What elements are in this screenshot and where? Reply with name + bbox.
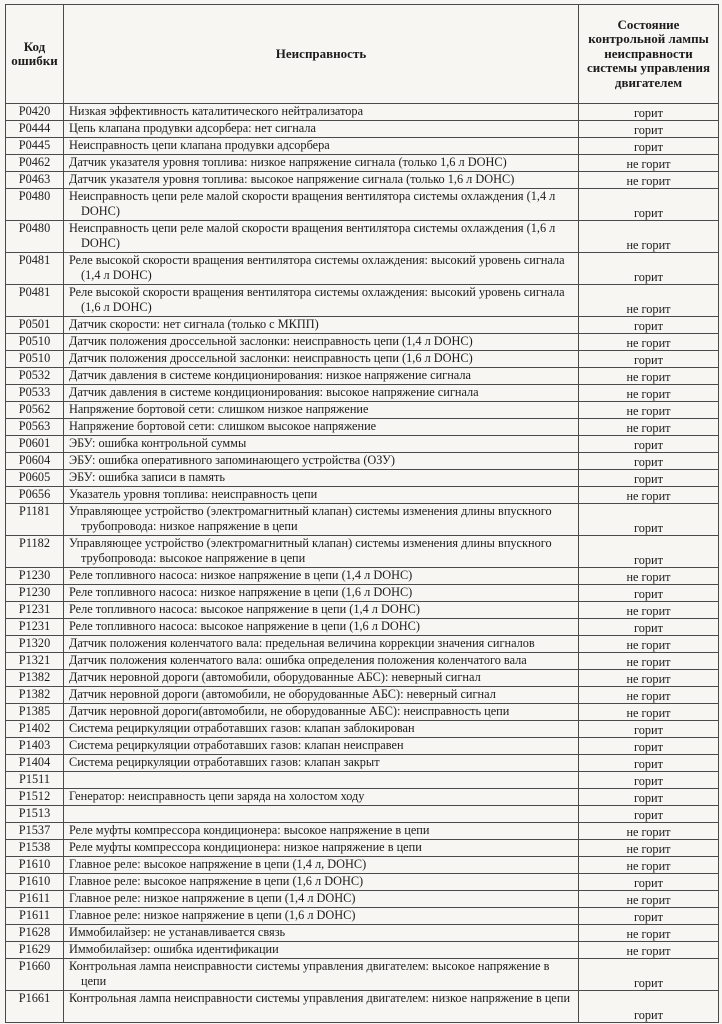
lamp-status-cell: горит	[579, 585, 719, 602]
lamp-status-cell: не горит	[579, 942, 719, 959]
fault-code-cell: P1382	[6, 670, 64, 687]
lamp-status-cell: не горит	[579, 670, 719, 687]
fault-code-cell: P0656	[6, 487, 64, 504]
fault-description-text: Датчик давления в системе кондиционирования: высокое напряжение сигнала	[69, 385, 479, 399]
lamp-status-cell: горит	[579, 504, 719, 536]
table-row	[6, 368, 719, 385]
lamp-status-cell: не горит	[579, 334, 719, 351]
fault-code-cell: P1404	[6, 755, 64, 772]
fault-description-text: Реле топливного насоса: низкое напряжение в цепи (1,4 л DOHC)	[69, 568, 413, 582]
fault-code-cell: P1512	[6, 789, 64, 806]
table-row	[6, 104, 719, 121]
fault-description-text: ЭБУ: ошибка записи в память	[69, 470, 226, 484]
fault-description-text: Датчик положения дроссельной заслонки: неисправность цепи (1,6 л DOHC)	[69, 351, 473, 365]
table-row	[6, 653, 719, 670]
fault-code-cell: P1610	[6, 874, 64, 891]
fault-description-text: Датчик указателя уровня топлива: высокое напряжение сигнала (только 1,6 л DOHC)	[69, 172, 515, 186]
header-fault: Неисправность	[64, 5, 579, 104]
fault-code-cell: P1660	[6, 959, 64, 991]
table-row	[6, 155, 719, 172]
fault-description-cell	[64, 155, 579, 172]
fault-code-cell: P1230	[6, 568, 64, 585]
lamp-status-cell: горит	[579, 453, 719, 470]
fault-code-cell: P1230	[6, 585, 64, 602]
lamp-status-cell: не горит	[579, 487, 719, 504]
lamp-status-cell: не горит	[579, 636, 719, 653]
fault-code-cell: P0532	[6, 368, 64, 385]
fault-description-text: ЭБУ: ошибка контрольной суммы	[69, 436, 247, 450]
fault-code-cell: P0604	[6, 453, 64, 470]
fault-description-cell	[64, 334, 579, 351]
table-header-row	[6, 5, 719, 104]
lamp-status-cell: не горит	[579, 687, 719, 704]
fault-code-cell: P1628	[6, 925, 64, 942]
fault-description-text: Генератор: неисправность цепи заряда на холостом ходу	[69, 789, 365, 803]
table-row	[6, 189, 719, 221]
fault-code-cell: P1610	[6, 857, 64, 874]
lamp-status-cell: горит	[579, 470, 719, 487]
lamp-status-cell: горит	[579, 536, 719, 568]
lamp-status-cell: не горит	[579, 172, 719, 189]
fault-description-text: Реле топливного насоса: низкое напряжение в цепи (1,6 л DOHC)	[69, 585, 413, 599]
fault-description-text: Датчик положения коленчатого вала: ошибка определения положения коленчатого вала	[69, 653, 527, 667]
fault-description-cell	[64, 368, 579, 385]
fault-code-cell: P0481	[6, 285, 64, 317]
fault-description-cell	[64, 704, 579, 721]
table-row	[6, 385, 719, 402]
table-row	[6, 840, 719, 857]
fault-code-cell: P0510	[6, 351, 64, 368]
fault-description-text: Неисправность цепи реле малой скорости вращения вентилятора системы охлаждения (1,4 л DOHC)	[69, 189, 556, 218]
table-row	[6, 823, 719, 840]
fault-description-cell	[64, 925, 579, 942]
fault-code-cell: P1382	[6, 687, 64, 704]
lamp-status-cell: не горит	[579, 285, 719, 317]
fault-code-cell: P1611	[6, 908, 64, 925]
fault-description-text: Главное реле: низкое напряжение в цепи (1,4 л DOHC)	[69, 891, 356, 905]
fault-description-cell	[64, 221, 579, 253]
lamp-status-cell: не горит	[579, 891, 719, 908]
fault-code-cell: P1321	[6, 653, 64, 670]
fault-description-cell	[64, 991, 579, 1023]
fault-description-text: Датчик скорости: нет сигнала (только с МКПП)	[69, 317, 319, 331]
table-row	[6, 436, 719, 453]
lamp-status-cell: горит	[579, 121, 719, 138]
lamp-status-cell: не горит	[579, 568, 719, 585]
fault-description-cell	[64, 189, 579, 221]
table-row	[6, 536, 719, 568]
lamp-status-cell: не горит	[579, 704, 719, 721]
fault-description-cell	[64, 470, 579, 487]
fault-description-text: Реле высокой скорости вращения вентилятора системы охлаждения: высокий уровень сигнала (1,4 л DOHC)	[69, 253, 565, 282]
fault-description-cell	[64, 789, 579, 806]
fault-code-cell: P0562	[6, 402, 64, 419]
fault-description-cell	[64, 317, 579, 334]
lamp-status-cell: не горит	[579, 857, 719, 874]
fault-code-cell: P1181	[6, 504, 64, 536]
table-row	[6, 738, 719, 755]
lamp-status-cell: не горит	[579, 823, 719, 840]
fault-code-cell: P0501	[6, 317, 64, 334]
fault-description-cell	[64, 351, 579, 368]
fault-code-cell: P1385	[6, 704, 64, 721]
fault-description-cell	[64, 453, 579, 470]
lamp-status-cell: горит	[579, 874, 719, 891]
fault-code-cell: P1629	[6, 942, 64, 959]
lamp-status-cell: горит	[579, 991, 719, 1023]
lamp-status-cell: горит	[579, 138, 719, 155]
fault-code-cell: P0605	[6, 470, 64, 487]
fault-description-cell	[64, 857, 579, 874]
table-row	[6, 755, 719, 772]
fault-description-text: Главное реле: низкое напряжение в цепи (1,6 л DOHC)	[69, 908, 356, 922]
fault-code-cell: P1231	[6, 602, 64, 619]
fault-description-text: Реле топливного насоса: высокое напряжение в цепи (1,4 л DOHC)	[69, 602, 420, 616]
fault-description-text: Контрольная лампа неисправности системы управления двигателем: высокое напряжение в цепи	[69, 959, 550, 988]
table-row	[6, 138, 719, 155]
fault-code-cell: P0481	[6, 253, 64, 285]
fault-description-text: Датчик неровной дороги(автомобили, не оборудованные АБС): неисправность цепи	[69, 704, 510, 718]
table-row	[6, 789, 719, 806]
fault-description-cell	[64, 253, 579, 285]
table-row	[6, 487, 719, 504]
lamp-status-cell: горит	[579, 908, 719, 925]
fault-code-cell: P0480	[6, 221, 64, 253]
fault-description-text: Главное реле: высокое напряжение в цепи (1,4 л, DOHC)	[69, 857, 367, 871]
fault-code-cell: P0563	[6, 419, 64, 436]
fault-code-cell: P0480	[6, 189, 64, 221]
table-row	[6, 453, 719, 470]
fault-description-cell	[64, 738, 579, 755]
fault-description-text: Система рециркуляции отработавших газов: клапан неисправен	[69, 738, 404, 752]
table-row	[6, 721, 719, 738]
fault-description-cell	[64, 419, 579, 436]
lamp-status-cell: не горит	[579, 402, 719, 419]
fault-description-cell	[64, 670, 579, 687]
table-row	[6, 253, 719, 285]
lamp-status-cell: горит	[579, 104, 719, 121]
lamp-status-cell: горит	[579, 789, 719, 806]
fault-description-text: Датчик положения коленчатого вала: предельная величина коррекции значения сигналов	[69, 636, 535, 650]
lamp-status-cell: не горит	[579, 925, 719, 942]
table-row	[6, 504, 719, 536]
fault-code-cell: P0445	[6, 138, 64, 155]
fault-description-cell	[64, 636, 579, 653]
fault-description-cell	[64, 806, 579, 823]
fault-description-text: Иммобилайзер: не устанавливается связь	[69, 925, 286, 939]
fault-description-text: Датчик неровной дороги (автомобили, оборудованные АБС): неверный сигнал	[69, 670, 481, 684]
table-row	[6, 991, 719, 1023]
fault-description-cell	[64, 840, 579, 857]
fault-description-cell	[64, 285, 579, 317]
lamp-status-cell: не горит	[579, 385, 719, 402]
fault-code-cell: P1231	[6, 619, 64, 636]
fault-code-cell: P0462	[6, 155, 64, 172]
lamp-status-cell: не горит	[579, 221, 719, 253]
lamp-status-cell: горит	[579, 436, 719, 453]
fault-description-text: Реле муфты компрессора кондиционера: низкое напряжение в цепи	[69, 840, 422, 854]
fault-description-cell	[64, 568, 579, 585]
table-row	[6, 470, 719, 487]
fault-description-cell	[64, 585, 579, 602]
table-row	[6, 687, 719, 704]
lamp-status-cell: горит	[579, 772, 719, 789]
fault-description-text: Датчик указателя уровня топлива: низкое напряжение сигнала (только 1,6 л DOHC)	[69, 155, 507, 169]
table-row	[6, 285, 719, 317]
fault-description-cell	[64, 687, 579, 704]
lamp-status-cell: горит	[579, 738, 719, 755]
table-body	[6, 104, 719, 1023]
fault-code-cell: P1538	[6, 840, 64, 857]
fault-description-cell	[64, 487, 579, 504]
fault-description-text: Неисправность цепи клапана продувки адсорбера	[69, 138, 330, 152]
table-row	[6, 925, 719, 942]
fault-description-cell	[64, 536, 579, 568]
fault-code-cell: P0510	[6, 334, 64, 351]
table-row	[6, 585, 719, 602]
table-row	[6, 959, 719, 991]
lamp-status-cell: не горит	[579, 419, 719, 436]
fault-description-text: Реле топливного насоса: высокое напряжение в цепи (1,6 л DOHC)	[69, 619, 420, 633]
table-row	[6, 419, 719, 436]
fault-description-cell	[64, 755, 579, 772]
fault-description-text: Реле высокой скорости вращения вентилятора системы охлаждения: высокий уровень сигнала (1,6 л DOHC)	[69, 285, 565, 314]
lamp-status-cell: горит	[579, 959, 719, 991]
table-row	[6, 568, 719, 585]
fault-description-text: Низкая эффективность каталитического нейтрализатора	[69, 104, 364, 118]
fault-description-cell	[64, 772, 579, 789]
fault-description-cell	[64, 602, 579, 619]
fault-description-cell	[64, 959, 579, 991]
lamp-status-cell: не горит	[579, 602, 719, 619]
fault-description-text: Управляющее устройство (электромагнитный клапан) системы изменения длины впускного трубопровода: высокое напряжение в цепи	[69, 536, 552, 565]
lamp-status-cell: горит	[579, 755, 719, 772]
fault-description-cell	[64, 908, 579, 925]
lamp-status-cell: горит	[579, 351, 719, 368]
fault-description-cell	[64, 619, 579, 636]
fault-description-text: Управляющее устройство (электромагнитный клапан) системы изменения длины впускного трубопровода: низкое напряжение в цепи	[69, 504, 552, 533]
lamp-status-cell: горит	[579, 317, 719, 334]
table-row	[6, 874, 719, 891]
table-row	[6, 857, 719, 874]
lamp-status-cell: горит	[579, 253, 719, 285]
table-row	[6, 351, 719, 368]
table-row	[6, 619, 719, 636]
lamp-status-cell: горит	[579, 721, 719, 738]
fault-code-cell: P0601	[6, 436, 64, 453]
table-row	[6, 121, 719, 138]
table-row	[6, 891, 719, 908]
table-row	[6, 942, 719, 959]
fault-code-cell: P1537	[6, 823, 64, 840]
fault-code-cell: P0463	[6, 172, 64, 189]
header-code: Код ошибки	[6, 5, 64, 104]
table-row	[6, 317, 719, 334]
fault-description-text: ЭБУ: ошибка оперативного запоминающего устройства (ОЗУ)	[69, 453, 395, 467]
lamp-status-cell: горит	[579, 619, 719, 636]
fault-code-cell: P1511	[6, 772, 64, 789]
fault-description-cell	[64, 721, 579, 738]
fault-description-cell	[64, 653, 579, 670]
fault-description-text: Цепь клапана продувки адсорбера: нет сигнала	[69, 121, 316, 135]
fault-code-cell: P1611	[6, 891, 64, 908]
lamp-status-cell: не горит	[579, 368, 719, 385]
fault-code-cell: P0533	[6, 385, 64, 402]
fault-description-cell	[64, 121, 579, 138]
fault-description-cell	[64, 138, 579, 155]
fault-description-cell	[64, 436, 579, 453]
fault-description-cell	[64, 823, 579, 840]
fault-description-text: Напряжение бортовой сети: слишком высокое напряжение	[69, 419, 377, 433]
table-row	[6, 402, 719, 419]
fault-description-text: Датчик неровной дороги (автомобили, не оборудованные АБС): неверный сигнал	[69, 687, 496, 701]
fault-description-text: Контрольная лампа неисправности системы управления двигателем: низкое напряжение в цепи	[69, 991, 571, 1005]
fault-description-text: Неисправность цепи реле малой скорости вращения вентилятора системы охлаждения (1,6 л DOHC)	[69, 221, 556, 250]
fault-description-cell	[64, 104, 579, 121]
fault-description-cell	[64, 385, 579, 402]
table-row	[6, 334, 719, 351]
lamp-status-cell: горит	[579, 806, 719, 823]
fault-description-text: Система рециркуляции отработавших газов: клапан закрыт	[69, 755, 380, 769]
lamp-status-cell: горит	[579, 189, 719, 221]
table-row	[6, 602, 719, 619]
lamp-status-cell: не горит	[579, 155, 719, 172]
fault-description-text: Напряжение бортовой сети: слишком низкое напряжение	[69, 402, 369, 416]
fault-description-text: Система рециркуляции отработавших газов: клапан заблокирован	[69, 721, 415, 735]
fault-description-text: Главное реле: высокое напряжение в цепи (1,6 л DOHC)	[69, 874, 364, 888]
fault-description-cell	[64, 402, 579, 419]
fault-code-cell: P0420	[6, 104, 64, 121]
lamp-status-cell: не горит	[579, 653, 719, 670]
fault-description-text: Реле муфты компрессора кондиционера: высокое напряжение в цепи	[69, 823, 430, 837]
table-row	[6, 636, 719, 653]
fault-description-cell	[64, 172, 579, 189]
fault-description-cell	[64, 504, 579, 536]
table-row	[6, 172, 719, 189]
fault-code-table	[5, 4, 719, 1023]
table-row	[6, 221, 719, 253]
fault-description-text: Иммобилайзер: ошибка идентификации	[69, 942, 279, 956]
fault-description-cell	[64, 891, 579, 908]
fault-description-cell	[64, 874, 579, 891]
fault-description-text: Указатель уровня топлива: неисправность цепи	[69, 487, 318, 501]
fault-code-cell: P1402	[6, 721, 64, 738]
fault-description-text: Датчик давления в системе кондиционирования: низкое напряжение сигнала	[69, 368, 471, 382]
fault-code-cell: P1661	[6, 991, 64, 1023]
table-row	[6, 806, 719, 823]
fault-code-cell: P1320	[6, 636, 64, 653]
header-lamp: Состояние контрольной лампы неисправности системы управления двигателем	[579, 5, 719, 104]
table-row	[6, 772, 719, 789]
fault-code-cell: P1182	[6, 536, 64, 568]
fault-code-cell: P0444	[6, 121, 64, 138]
lamp-status-cell: не горит	[579, 840, 719, 857]
fault-description-cell	[64, 942, 579, 959]
table-row	[6, 908, 719, 925]
table-row	[6, 704, 719, 721]
fault-description-text: Датчик положения дроссельной заслонки: неисправность цепи (1,4 л DOHC)	[69, 334, 473, 348]
fault-code-cell: P1403	[6, 738, 64, 755]
fault-code-cell: P1513	[6, 806, 64, 823]
table-row	[6, 670, 719, 687]
